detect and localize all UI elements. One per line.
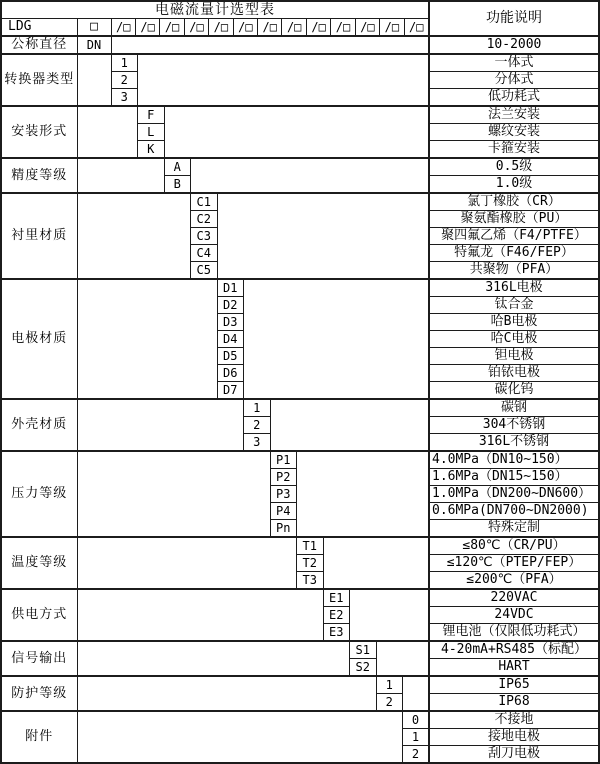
model-slot: /□: [136, 19, 160, 35]
spacer-cell: [77, 711, 403, 763]
table-row: [1, 193, 599, 211]
model-slot: /□: [209, 19, 233, 35]
option-code-cell: B: [164, 176, 191, 194]
table-row: [1, 54, 599, 72]
option-desc-cell: ≤200℃（PFA）: [429, 572, 599, 590]
option-code-cell: D7: [217, 382, 244, 400]
table-row: [1, 711, 599, 729]
option-desc-cell: 接地电极: [429, 729, 599, 746]
spacer-cell: [164, 106, 429, 158]
spacer-cell: [191, 158, 430, 193]
spacer-cell: [77, 641, 350, 676]
option-desc-cell: 钽电极: [429, 348, 599, 365]
option-desc-cell: 螺纹安装: [429, 124, 599, 141]
option-code-cell: 0: [403, 711, 430, 729]
option-code-cell: D3: [217, 314, 244, 331]
option-desc-cell: 4.0MPa（DN10~150）: [429, 451, 599, 469]
model-slot: /□: [185, 19, 209, 35]
model-slot: /□: [307, 19, 331, 35]
option-code-cell: 1: [111, 54, 138, 72]
spacer-cell: [111, 36, 429, 54]
spacer-cell: [217, 193, 429, 279]
option-desc-cell: 聚氨酯橡胶（PU）: [429, 211, 599, 228]
option-desc-cell: 0.6MPa(DN700~DN2000): [429, 503, 599, 520]
option-desc-cell: 特殊定制: [429, 520, 599, 538]
model-code-box: □: [77, 19, 111, 37]
option-desc-cell: 特氟龙（F46/FEP）: [429, 245, 599, 262]
option-desc-cell: 哈C电极: [429, 331, 599, 348]
group-label: 信号输出: [1, 641, 77, 676]
option-code-cell: 3: [244, 434, 271, 452]
option-code-cell: T3: [297, 572, 324, 590]
option-code-cell: 2: [111, 72, 138, 89]
group-label: 安装形式: [1, 106, 77, 158]
spacer-cell: [77, 676, 376, 711]
model-prefix: LDG: [1, 19, 77, 37]
group-label: 附件: [1, 711, 77, 763]
spacer-cell: [77, 106, 138, 158]
option-code-cell: E1: [323, 589, 350, 607]
option-code-cell: S2: [350, 659, 377, 677]
model-slots-cell: [111, 19, 429, 37]
option-desc-cell: 1.6MPa（DN15~150）: [429, 469, 599, 486]
option-code-cell: T2: [297, 555, 324, 572]
option-code-cell: C1: [191, 193, 218, 211]
option-desc-cell: 24VDC: [429, 607, 599, 624]
option-desc-cell: 4-20mA+RS485（标配）: [429, 641, 599, 659]
spacer-cell: [270, 399, 429, 451]
option-desc-cell: IP65: [429, 676, 599, 694]
option-code-cell: D1: [217, 279, 244, 297]
option-code-cell: L: [138, 124, 165, 141]
option-code-cell: E3: [323, 624, 350, 642]
table-row: [1, 106, 599, 124]
option-code-cell: S1: [350, 641, 377, 659]
option-code-cell: 1: [403, 729, 430, 746]
option-desc-cell: 不接地: [429, 711, 599, 729]
option-desc-cell: 低功耗式: [429, 89, 599, 107]
spacer-cell: [138, 54, 430, 106]
table-row: [1, 36, 599, 54]
option-code-cell: D6: [217, 365, 244, 382]
table-row: [1, 399, 599, 417]
option-code-cell: 2: [376, 694, 403, 712]
option-code-cell: C2: [191, 211, 218, 228]
model-slot: /□: [234, 19, 258, 35]
option-code-cell: K: [138, 141, 165, 159]
option-code-cell: 3: [111, 89, 138, 107]
group-label: 转换器类型: [1, 54, 77, 106]
option-desc-cell: 220VAC: [429, 589, 599, 607]
model-slot: /□: [409, 19, 424, 34]
option-desc-cell: ≤80℃（CR/PU）: [429, 537, 599, 555]
table-row: [1, 589, 599, 607]
group-label: 外壳材质: [1, 399, 77, 451]
spacer-cell: [77, 279, 217, 399]
option-desc-cell: 316L不锈钢: [429, 434, 599, 452]
model-slot: /□: [282, 19, 306, 35]
option-desc-cell: 聚四氟乙烯（F4/PTFE）: [429, 228, 599, 245]
spacer-cell: [403, 676, 430, 711]
table-row: [1, 641, 599, 659]
spacer-cell: [297, 451, 430, 537]
desc-header: 功能说明: [429, 1, 599, 36]
option-desc-cell: 0.5级: [429, 158, 599, 176]
option-code-cell: 2: [403, 746, 430, 764]
option-code-cell: T1: [297, 537, 324, 555]
option-desc-cell: 分体式: [429, 72, 599, 89]
option-desc-cell: 10-2000: [429, 36, 599, 54]
spacer-cell: [77, 399, 244, 451]
option-desc-cell: ≤120℃（PTEP/FEP）: [429, 555, 599, 572]
group-label: 电极材质: [1, 279, 77, 399]
option-desc-cell: 锂电池（仅限低功耗式）: [429, 624, 599, 642]
group-label: 精度等级: [1, 158, 77, 193]
option-desc-cell: 钛合金: [429, 297, 599, 314]
table-row: [1, 676, 599, 694]
option-code-cell: P1: [270, 451, 297, 469]
group-label: 衬里材质: [1, 193, 77, 279]
table-row: [1, 279, 599, 297]
option-desc-cell: 316L电极: [429, 279, 599, 297]
model-slot: /□: [331, 19, 355, 35]
option-desc-cell: IP68: [429, 694, 599, 712]
option-desc-cell: HART: [429, 659, 599, 677]
option-code-cell: 1: [244, 399, 271, 417]
option-code-cell: C4: [191, 245, 218, 262]
group-label-diameter: 公称直径: [1, 36, 77, 54]
option-code-cell: E2: [323, 607, 350, 624]
option-code-cell: D4: [217, 331, 244, 348]
spacer-cell: [77, 158, 164, 193]
option-desc-cell: 碳化钨: [429, 382, 599, 400]
option-code-cell: P4: [270, 503, 297, 520]
option-desc-cell: 1.0级: [429, 176, 599, 194]
spacer-cell: [350, 589, 430, 641]
option-code-cell: C5: [191, 262, 218, 280]
option-code-cell: DN: [77, 36, 111, 54]
option-code-cell: D2: [217, 297, 244, 314]
option-code-cell: D5: [217, 348, 244, 365]
spacer-cell: [77, 451, 270, 537]
option-desc-cell: 卡箍安装: [429, 141, 599, 159]
option-code-cell: 1: [376, 676, 403, 694]
spacer-cell: [244, 279, 430, 399]
option-desc-cell: 1.0MPa（DN200~DN600）: [429, 486, 599, 503]
spacer-cell: [77, 537, 297, 589]
option-desc-cell: 304不锈钢: [429, 417, 599, 434]
option-desc-cell: 碳钢: [429, 399, 599, 417]
option-desc-cell: 共聚物（PFA）: [429, 262, 599, 280]
spacer-cell: [77, 193, 191, 279]
option-desc-cell: 哈B电极: [429, 314, 599, 331]
option-code-cell: C3: [191, 228, 218, 245]
spacer-cell: [323, 537, 429, 589]
table-row: [1, 537, 599, 555]
page-title: 电磁流量计选型表: [1, 1, 429, 19]
option-code-cell: P3: [270, 486, 297, 503]
model-slot: /□: [112, 19, 136, 35]
option-desc-cell: 氯丁橡胶（CR）: [429, 193, 599, 211]
option-desc-cell: 刮刀电极: [429, 746, 599, 764]
group-label: 压力等级: [1, 451, 77, 537]
option-desc-cell: 铂铱电极: [429, 365, 599, 382]
option-code-cell: Pn: [270, 520, 297, 538]
option-code-cell: 2: [244, 417, 271, 434]
table-row: [1, 451, 599, 469]
model-slot: /□: [258, 19, 282, 35]
model-slot: /□: [356, 19, 380, 35]
option-desc-cell: 一体式: [429, 54, 599, 72]
table-row: [1, 158, 599, 176]
model-slot: /□: [380, 19, 404, 35]
group-label: 供电方式: [1, 589, 77, 641]
spacer-cell: [376, 641, 429, 676]
group-label: 防护等级: [1, 676, 77, 711]
model-slot: /□: [160, 19, 184, 35]
group-label: 温度等级: [1, 537, 77, 589]
spacer-cell: [77, 589, 323, 641]
table-row: [1, 1, 599, 19]
option-desc-cell: 法兰安装: [429, 106, 599, 124]
model-slots: [112, 19, 429, 35]
spacer-cell: [77, 54, 111, 106]
option-code-cell: A: [164, 158, 191, 176]
option-code-cell: F: [138, 106, 165, 124]
option-code-cell: P2: [270, 469, 297, 486]
